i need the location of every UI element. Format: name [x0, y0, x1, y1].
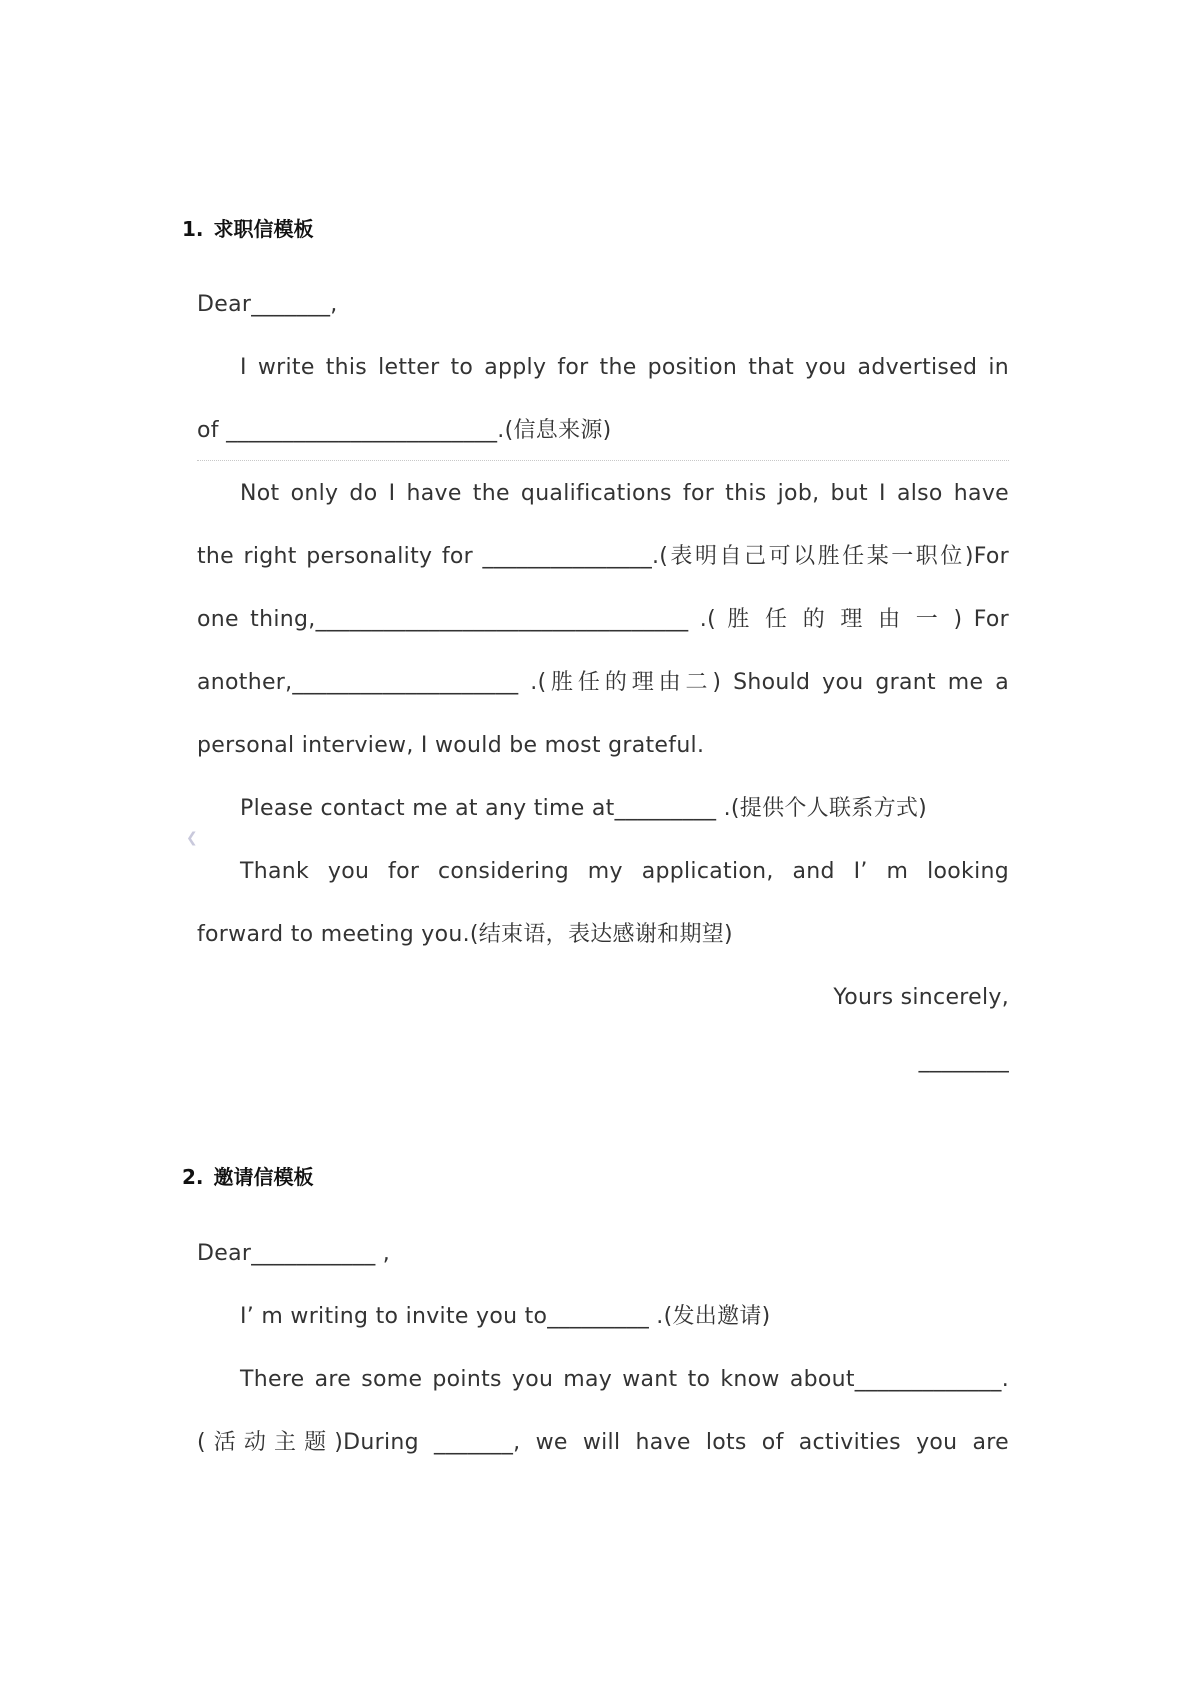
body-line: There are some points you may want to know about_____________. [240, 1367, 1009, 1392]
section-2-title: 邀请信模板 [213, 1165, 314, 1189]
section-1-heading [182, 213, 314, 242]
body-line: I write this letter to apply for the position that you advertised in [240, 355, 1009, 380]
body-line: personal interview, I would be most grateful. [197, 733, 705, 758]
body-line: Please contact me at any time at_________ .(提供个人联系方式) [240, 796, 928, 821]
section-2-heading [182, 1161, 314, 1190]
body-line: I’ m writing to invite you to_________ .(发出邀请) [240, 1304, 771, 1329]
body-line: (活动主题)During _______, we will have lots of activities you are [197, 1430, 1009, 1455]
body-line: another,____________________ .(胜任的理由二) Should you grant me a [197, 670, 1009, 695]
body-line: of ________________________.(信息来源) [197, 418, 612, 443]
section-1-title: 求职信模板 [213, 217, 314, 241]
salutation-line: Dear_______, [197, 292, 338, 317]
body-line: Not only do I have the qualifications for this job, but I also have [240, 481, 1009, 506]
body-line: Thank you for considering my application, and I’ m looking [240, 859, 1009, 884]
section-1-number: 1. [182, 217, 204, 241]
body-line: one thing,_________________________________ .( 胜 任 的 理 由 一 ) For [197, 607, 1009, 632]
closing-line: Yours sincerely, [833, 985, 1009, 1010]
section-2-number: 2. [182, 1165, 204, 1189]
salutation-line: Dear___________ , [197, 1241, 391, 1266]
scan-artifact: ❮ [186, 830, 198, 846]
dotted-divider [197, 460, 1009, 461]
body-line: the right personality for _______________.(表明自己可以胜任某一职位)For [197, 544, 1009, 569]
signature-blank: ________ [918, 1048, 1009, 1073]
body-line: forward to meeting you.(结束语，表达感谢和期望) [197, 922, 733, 947]
